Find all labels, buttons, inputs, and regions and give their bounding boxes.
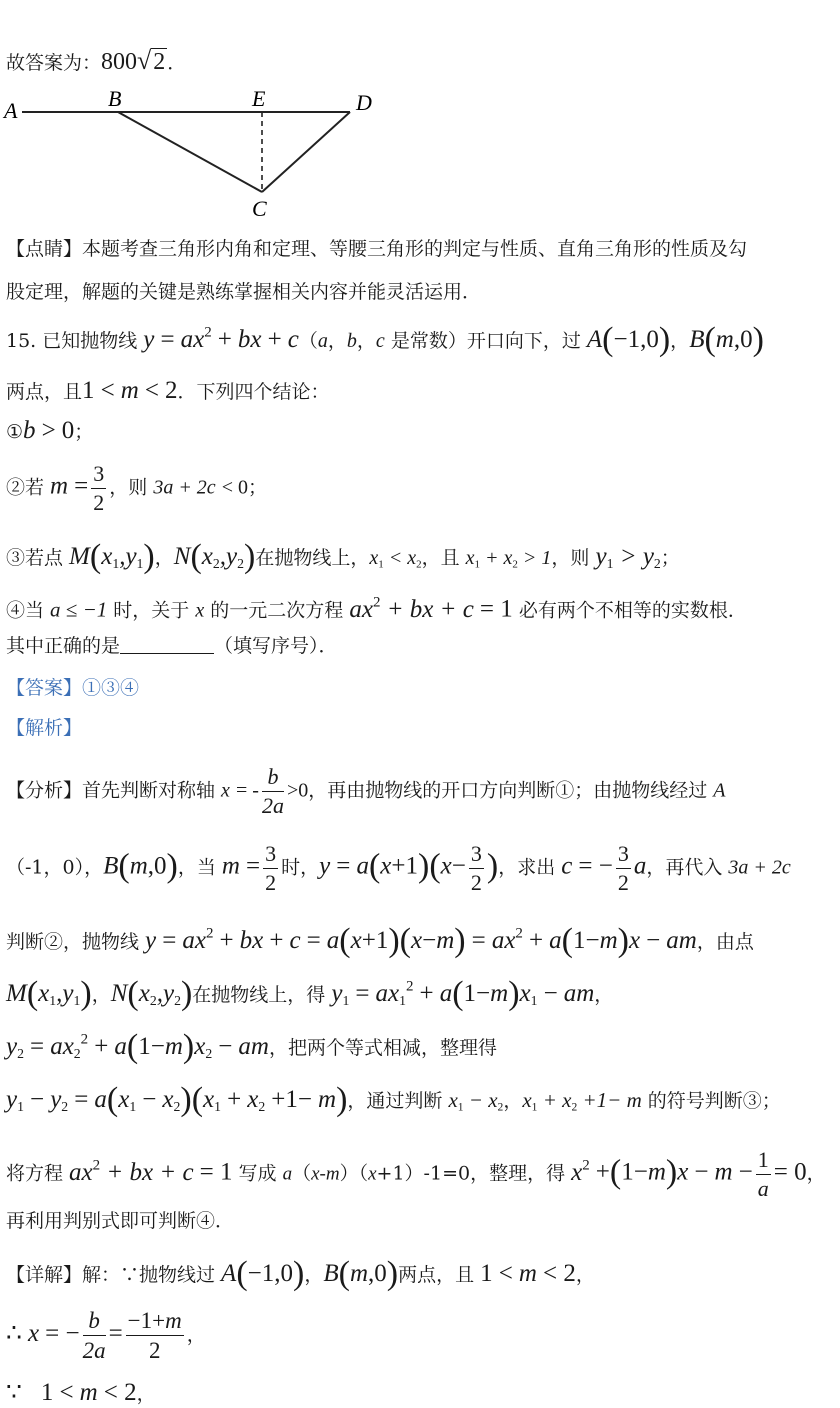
- line-18: $y_1 - y_2 = a(x_1 - x_2)(x_1 + x_2 +1- m)$，通过判断 $x_1 - x_2$，$x_1 + x_2 +1- m$ 的符号判断③；: [6, 1081, 781, 1118]
- line-19: 将方程 $ax^2$ + bx + c = 1 写成 a（x-m）（x+1）-1=0，整理，得 $x^2 +(1-m)x - m$ − $\frac{1}{a}$ = 0，: [6, 1147, 826, 1202]
- label-b: B: [108, 86, 122, 111]
- segment-bc: [118, 112, 262, 192]
- line-2: 【点睛】本题考查三角形内角和定理、等腰三角形的判定与性质、直角三角形的性质及勾: [6, 238, 748, 260]
- line-16: $M(x_1,y_1)$，$N(x_2,y_2)$在抛物线上，得 $y_1 = ax_1^2 + a(1-m)x_1$ − am，: [6, 975, 614, 1012]
- line-8: ③若点 $M(x_1,y_1)$，$N(x_2,y_2)$在抛物线上，$x_1 < x_2$，且 $x_1 + x_2 > 1$，则 $y_1 > y_2$；: [6, 538, 680, 575]
- line-14: （-1，0），B(m,0)，当 m = $\frac{3}{2}$ 时，y = a(x+1)(x− $\frac{3}{2}$ )，求出 c = − $\frac{3}{2}$ a，再代入 3a + 2c: [6, 841, 791, 896]
- label-e: E: [252, 86, 266, 111]
- label-c: C: [252, 196, 267, 221]
- line-5: 两点，且1 < m < 2．下列四个结论：: [6, 377, 330, 404]
- line-10: 其中正确的是 （填写序号）．: [6, 635, 338, 657]
- line-1: 故答案为：800√2 ．: [6, 46, 187, 75]
- line-6: ①b > 0；: [6, 417, 94, 444]
- line-21: 【详解】解：∵抛物线过 A(−1,0)，B(m,0)两点，且 1 < m < 2，: [6, 1255, 595, 1292]
- line-3: 股定理，解题的关键是熟练掌握相关内容并能灵活运用．: [6, 281, 482, 303]
- line-4: 15. 已知抛物线 $y = ax^2$ + bx + c（a，b，c 是常数）开口向下，过 A(−1,0)，B(m,0): [6, 321, 764, 358]
- label-d: D: [356, 90, 372, 115]
- line-9: ④当 a ≤ −1 时，关于 x 的一元二次方程 $ax^2$ + bx + c = 1 必有两个不相等的实数根．: [6, 594, 747, 623]
- answer-line: 【答案】①③④: [6, 677, 140, 699]
- answer-blank: [120, 637, 214, 654]
- label-a: A: [4, 98, 18, 123]
- line-17: $y_2 = ax_2^2 + a(1-m)x_2$ − am，把两个等式相减，整理得: [6, 1028, 497, 1065]
- line-7: ②若 m = $\frac{3}{2}$ ，则 3a + 2c < 0；: [6, 461, 268, 516]
- line-13: 【分析】首先判断对称轴 x = - $\frac{b}{2a}$ >0，再由抛物线的开口方向判断①；由抛物线经过 A: [6, 764, 726, 819]
- segment-dc: [262, 112, 350, 192]
- line-20: 再利用判别式即可判断④．: [6, 1210, 235, 1232]
- line-15: 判断②，抛物线 $y = ax^2$ + bx + $c = a(x+1)(x-m) = ax^2 + a(1-m)x$ − am，由点: [6, 922, 754, 959]
- triangle-figure: [0, 86, 400, 226]
- line-23: ∵ 1 < m < 2，: [6, 1379, 156, 1406]
- line-22: ∴ x = − $\frac{b}{2a}$ = $\frac{-1+m}{2}$ ，: [6, 1308, 206, 1364]
- analysis-heading: 【解析】: [6, 717, 83, 739]
